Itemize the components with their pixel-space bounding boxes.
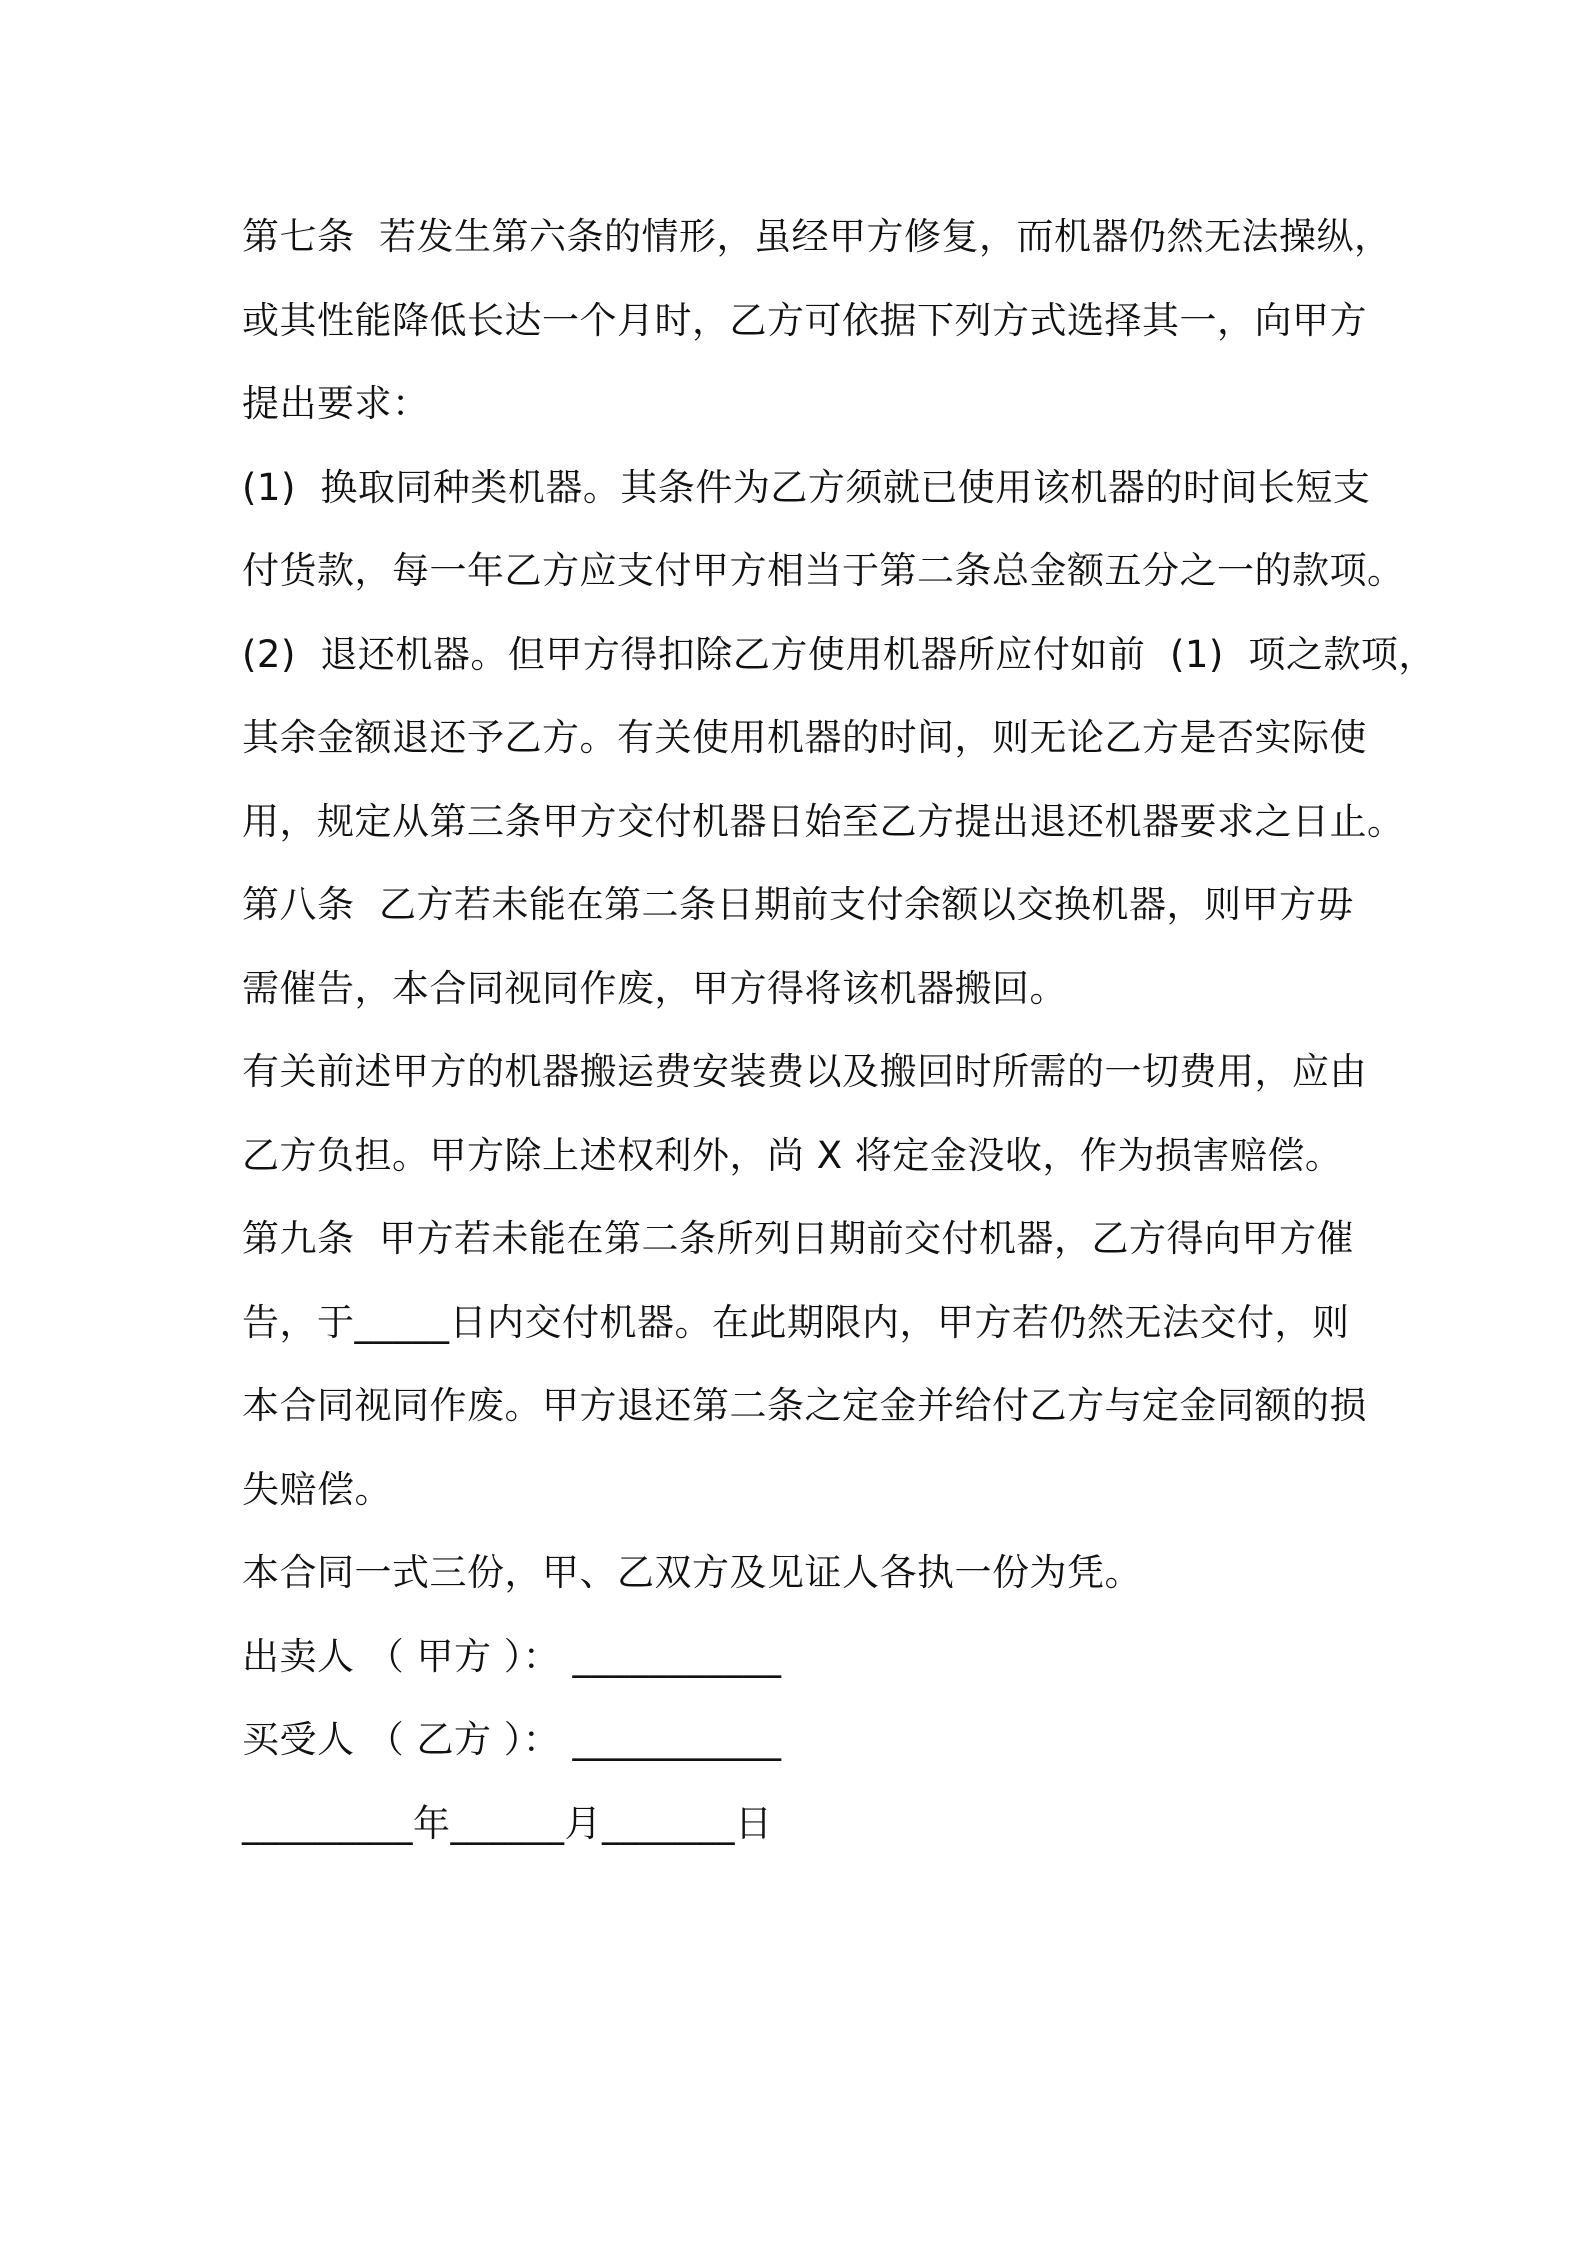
clause-2-line-1: (2) 退还机器。但甲方得扣除乙方使用机器所应付如前 (1) 项之款项， <box>242 632 1436 676</box>
article-7-line-3: 提出要求： <box>242 382 430 425</box>
seller-signature-line: 出卖人 （ 甲方 ）： ___________ <box>242 1634 782 1678</box>
article-8-line-4: 乙方负担。甲方除上述权利外，尚 X 将定金没收，作为损害赔偿。 <box>242 1133 1343 1177</box>
article-8-line-1: 第八条 乙方若未能在第二条日期前支付余额以交换机器，则甲方毋 <box>242 883 1355 926</box>
article-7-line-1: 第七条 若发生第六条的情形，虽经甲方修复，而机器仍然无法操纵， <box>242 215 1392 258</box>
clause-1-line-2: 付货款，每一年乙方应支付甲方相当于第二条总金额五分之一的款项。 <box>242 549 1405 592</box>
date-line: _________年______月_______日 <box>242 1801 773 1845</box>
article-9-line-3: 本合同视同作废。甲方退还第二条之定金并给付乙方与定金同额的损 <box>242 1384 1367 1427</box>
contract-text <box>242 195 1436 1865</box>
article-9-line-2: 告，于_____日内交付机器。在此期限内，甲方若仍然无法交付，则 <box>242 1300 1350 1344</box>
clause-2-line-2: 其余金额退还予乙方。有关使用机器的时间，则无论乙方是否实际使 <box>242 716 1367 759</box>
article-7-line-2: 或其性能降低长达一个月时，乙方可依据下列方式选择其一，向甲方 <box>242 298 1367 342</box>
article-8-line-3: 有关前述甲方的机器搬运费安装费以及搬回时所需的一切费用，应由 <box>242 1050 1367 1093</box>
clause-2-line-3: 用，规定从第三条甲方交付机器日始至乙方提出退还机器要求之日止。 <box>242 799 1405 843</box>
article-9-line-1: 第九条 甲方若未能在第二条所列日期前交付机器，乙方得向甲方催 <box>242 1217 1355 1260</box>
buyer-signature-line: 买受人 （ 乙方 ）： ___________ <box>242 1718 782 1761</box>
clause-1-line-1: (1) 换取同种类机器。其条件为乙方须就已使用该机器的时间长短支 <box>242 465 1371 509</box>
article-9-line-4: 失赔偿。 <box>242 1467 392 1511</box>
copies-statement: 本合同一式三份，甲、乙双方及见证人各执一份为凭。 <box>242 1551 1142 1594</box>
article-8-line-2: 需催告，本合同视同作废，甲方得将该机器搬回。 <box>242 966 1067 1010</box>
